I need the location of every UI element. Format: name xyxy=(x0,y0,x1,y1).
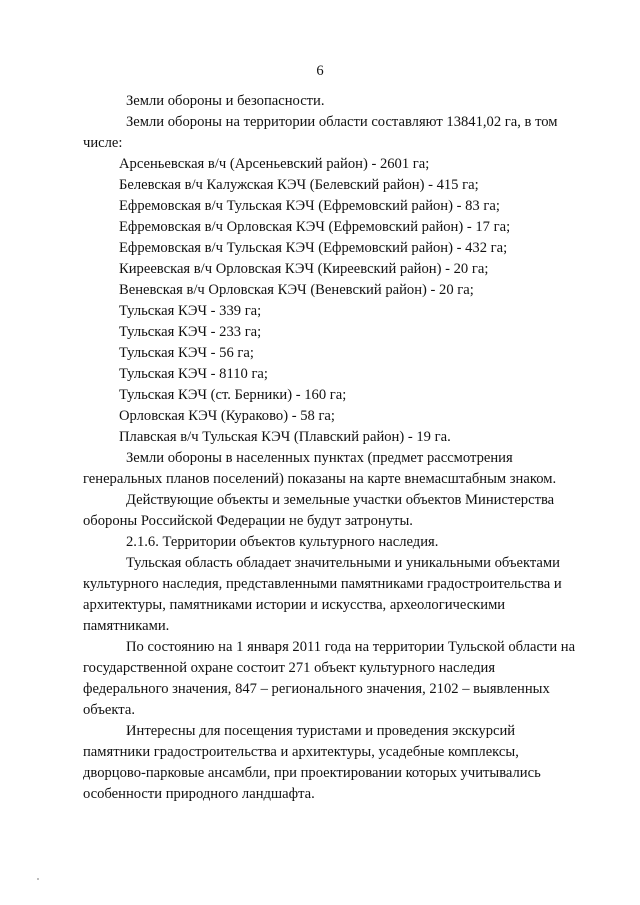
defense-list-item: Киреевская в/ч Орловская КЭЧ (Киреевский район) - 20 га; xyxy=(119,261,489,277)
defense-list-item: Ефремовская в/ч Орловская КЭЧ (Ефремовский район) - 17 га; xyxy=(119,219,511,235)
heritage-line-1: Тульская область обладает значительными и уникальными объектами xyxy=(126,555,560,571)
defense-list-item: Ефремовская в/ч Тульская КЭЧ (Ефремовский район) - 432 га; xyxy=(119,240,508,256)
intro-line-1 xyxy=(126,113,589,131)
status-line-4: объекта. xyxy=(83,702,135,718)
heritage-line-3: архитектуры, памятниками истории и искусства, археологическими xyxy=(83,597,506,613)
intro-line-2: числе: xyxy=(83,135,123,151)
section-heading-defense: Земли обороны и безопасности. xyxy=(126,93,325,109)
defense-list-item: Орловская КЭЧ (Кураково) - 58 га; xyxy=(119,408,335,424)
defense-list-item: Плавская в/ч Тульская КЭЧ (Плавский район) - 19 га. xyxy=(119,429,451,445)
tourism-line-1: Интересны для посещения туристами и проведения экскурсий xyxy=(126,723,516,739)
settlements-line-1: Земли обороны в населенных пунктах (предмет рассмотрения xyxy=(126,450,513,466)
settlements-line-2: генеральных планов поселений) показаны на карте внемасштабным знаком. xyxy=(83,471,557,487)
scan-speck xyxy=(37,878,39,880)
status-line-2: государственной охране состоит 271 объект культурного наследия xyxy=(83,660,496,676)
status-line-3: федерального значения, 847 – регионального значения, 2102 – выявленных xyxy=(83,681,550,697)
section-heading-heritage: 2.1.6. Территории объектов культурного наследия. xyxy=(126,534,439,550)
ministry-line-1: Действующие объекты и земельные участки объектов Министерства xyxy=(126,492,555,508)
defense-list-item: Веневская в/ч Орловская КЭЧ (Веневский район) - 20 га; xyxy=(119,282,474,298)
intro-text-1: Земли обороны на территории области составляют 13841,02 га, в том xyxy=(126,114,558,130)
status-line-1: По состоянию на 1 января 2011 года на территории Тульской области на xyxy=(126,639,576,655)
defense-list-item: Тульская КЭЧ - 56 га; xyxy=(119,345,254,361)
heritage-line-2: культурного наследия, представленными памятниками градостроительства и xyxy=(83,576,562,592)
defense-list-item: Белевская в/ч Калужская КЭЧ (Белевский район) - 415 га; xyxy=(119,177,479,193)
defense-list-item: Тульская КЭЧ - 339 га; xyxy=(119,303,262,319)
defense-list-item: Арсеньевская в/ч (Арсеньевский район) - 2601 га; xyxy=(119,156,430,172)
defense-list-item: Тульская КЭЧ (ст. Берники) - 160 га; xyxy=(119,387,347,403)
page-number: 6 xyxy=(316,63,324,79)
heritage-line-4: памятниками. xyxy=(83,618,170,634)
tourism-line-4: особенности природного ландшафта. xyxy=(83,786,315,802)
defense-list-item: Тульская КЭЧ - 233 га; xyxy=(119,324,262,340)
defense-list-item: Ефремовская в/ч Тульская КЭЧ (Ефремовский район) - 83 га; xyxy=(119,198,500,214)
tourism-line-3: дворцово-парковые ансамбли, при проектировании которых учитывались xyxy=(83,765,541,781)
tourism-line-2: памятники градостроительства и архитектуры, усадебные комплексы, xyxy=(83,744,519,760)
ministry-line-2: обороны Российской Федерации не будут затронуты. xyxy=(83,513,413,529)
defense-list-item: Тульская КЭЧ - 8110 га; xyxy=(119,366,268,382)
